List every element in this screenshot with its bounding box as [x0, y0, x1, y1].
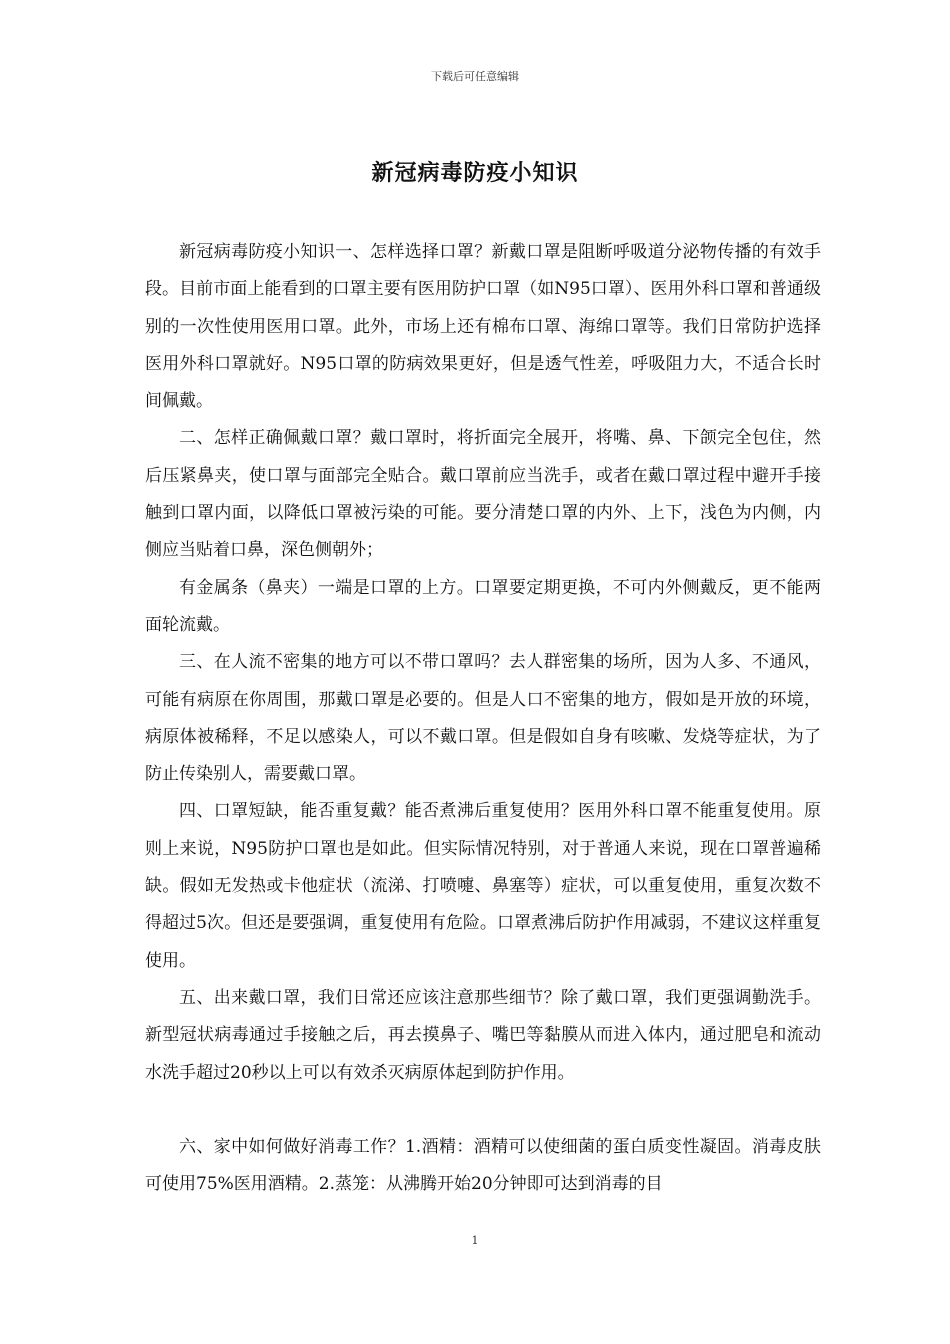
paragraph-home-disinfection: 六、家中如何做好消毒工作？1.酒精：酒精可以使细菌的蛋白质变性凝固。消毒皮肤可使用75%医用酒精。2.蒸笼：从沸腾开始20分钟即可达到消毒的目 — [145, 1136, 821, 1195]
paragraph-mask-reuse: 四、口罩短缺，能否重复戴？能否煮沸后重复使用？医用外科口罩不能重复使用。原则上来说，N95防护口罩也是如此。但实际情况特别，对于普通人来说，现在口罩普遍稀缺。假如无发热或卡他症状（流涕、打喷嚏、鼻塞等）症状，可以重复使用，重复次数不得超过5次。但还是要强调，重复使用有危险。口罩煮沸后防护作用减弱，不建议这样重复使用。 — [145, 801, 821, 971]
paragraph-mask-orientation: 有金属条（鼻夹）一端是口罩的上方。口罩要定期更换，不可内外侧戴反，更不能两面轮流戴。 — [145, 577, 821, 635]
document-title: 新冠病毒防疫小知识 — [371, 160, 579, 186]
document-body — [145, 234, 821, 1203]
paragraph-crowded-places: 三、在人流不密集的地方可以不带口罩吗？去人群密集的场所，因为人多、不通风，可能有病原在你周围，那戴口罩是必要的。但是人口不密集的地方，假如是开放的环境，病原体被稀释，不足以感染人，可以不戴口罩。但是假如自身有咳嗽、发烧等症状，为了防止传染别人，需要戴口罩。 — [145, 652, 821, 785]
page-number: 1 — [471, 1234, 479, 1247]
header-note: 下载后可任意编辑 — [431, 70, 519, 83]
paragraph-hand-washing: 五、出来戴口罩，我们日常还应该注意那些细节？除了戴口罩，我们更强调勤洗手。新型冠状病毒通过手接触之后，再去摸鼻子、嘴巴等黏膜从而进入体内，通过肥皂和流动水洗手超过20秒以上可以有效杀灭病原体起到防护作用。 — [145, 987, 821, 1083]
paragraph-mask-wearing: 二、怎样正确佩戴口罩？戴口罩时，将折面完全展开，将嘴、鼻、下颌完全包住，然后压紧鼻夹，使口罩与面部完全贴合。戴口罩前应当洗手，或者在戴口罩过程中避开手接触到口罩内面，以降低口罩被污染的可能。要分清楚口罩的内外、上下，浅色为内侧，内侧应当贴着口鼻，深色侧朝外； — [145, 428, 821, 561]
paragraph-mask-selection: 新冠病毒防疫小知识一、怎样选择口罩？新戴口罩是阻断呼吸道分泌物传播的有效手段。目前市面上能看到的口罩主要有医用防护口罩（如N95口罩）、医用外科口罩和普通级别的一次性使用医用口罩。此外，市场上还有棉布口罩、海绵口罩等。我们日常防护选择医用外科口罩就好。N95口罩的防病效果更好，但是透气性差，呼吸阻力大，不适合长时间佩戴。 — [145, 242, 821, 412]
